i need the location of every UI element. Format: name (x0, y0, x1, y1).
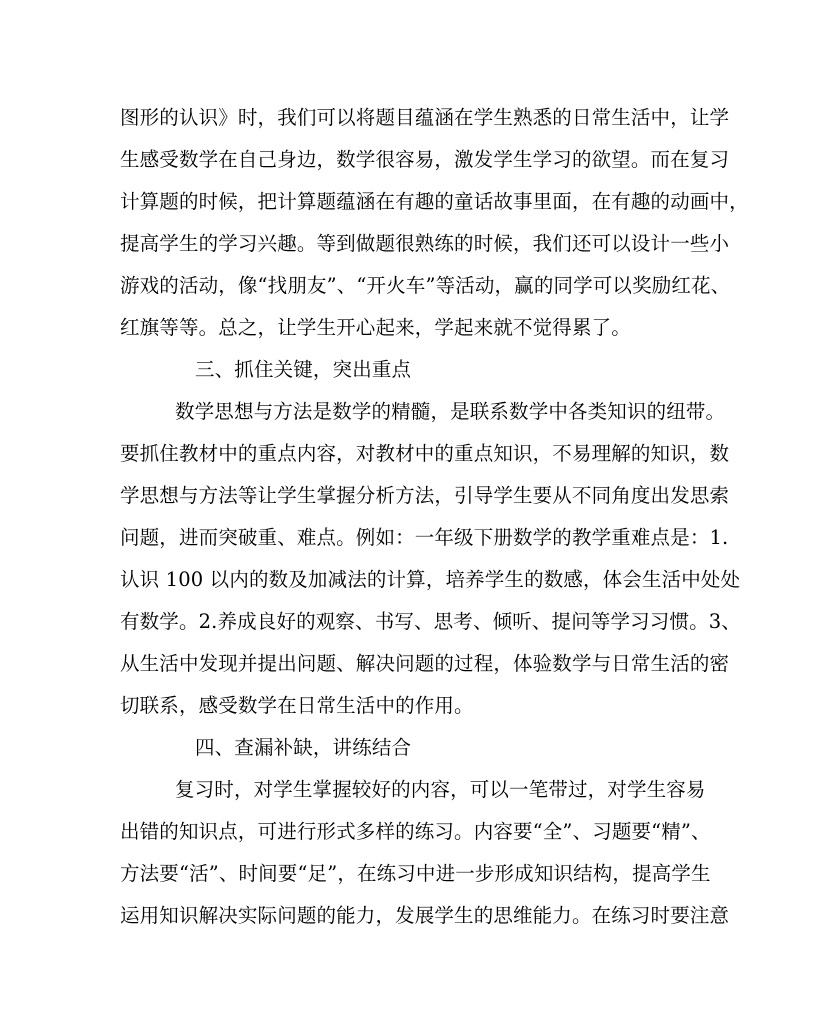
body-text-line: 出错的知识点，可进行形式多样的练习。内容要“全”、习题要“精”、 (120, 820, 711, 843)
body-text-line: 学思想与方法等让学生掌握分析方法，引导学生要从不同角度出发思索 (120, 484, 730, 507)
body-text-line: 红旗等等。总之，让学生开心起来，学起来就不觉得累了。 (120, 316, 631, 339)
body-text-line: 复习时，对学生掌握较好的内容，可以一笔带过，对学生容易 (175, 778, 706, 801)
body-text-line: 有数学。2.养成良好的观察、书写、思考、倾听、提问等学习习惯。3、 (120, 610, 741, 633)
body-text-line: 要抓住教材中的重点内容，对教材中的重点知识，不易理解的知识，数 (120, 442, 730, 465)
body-text-line: 数学思想与方法是数学的精髓，是联系数学中各类知识的纽带。 (175, 400, 726, 423)
body-text-line: 计算题的时候，把计算题蕴涵在有趣的童话故事里面，在有趣的动画中， (120, 190, 749, 213)
body-text-line: 问题，进而突破重、难点。例如：一年级下册数学的教学重难点是：1. (120, 526, 729, 549)
body-text-line: 切联系，感受数学在日常生活中的作用。 (120, 694, 474, 717)
body-text-line: 方法要“活”、时间要“足”，在练习中进一步形成知识结构，提高学生 (120, 862, 711, 885)
body-text-line: 提高学生的学习兴趣。等到做题很熟练的时候，我们还可以设计一些小 (120, 232, 730, 255)
section-heading: 三、抓住关键，突出重点 (195, 358, 412, 381)
body-text-line: 游戏的活动，像“找朋友”、“开火车”等活动，赢的同学可以奖励红花、 (120, 274, 731, 297)
section-heading: 四、查漏补缺，讲练结合 (195, 736, 412, 759)
body-text-line: 生感受数学在自己身边，数学很容易，激发学生学习的欲望。而在复习 (120, 148, 730, 171)
body-text-line: 图形的认识》时，我们可以将题目蕴涵在学生熟悉的日常生活中，让学 (120, 106, 730, 129)
body-text-line: 运用知识解决实际问题的能力，发展学生的思维能力。在练习时要注意 (120, 904, 730, 927)
body-text-line: 从生活中发现并提出问题、解决问题的过程，体验数学与日常生活的密 (120, 652, 730, 675)
body-text-line: 认识 100 以内的数及加减法的计算，培养学生的数感，体会生活中处处 (120, 568, 741, 591)
